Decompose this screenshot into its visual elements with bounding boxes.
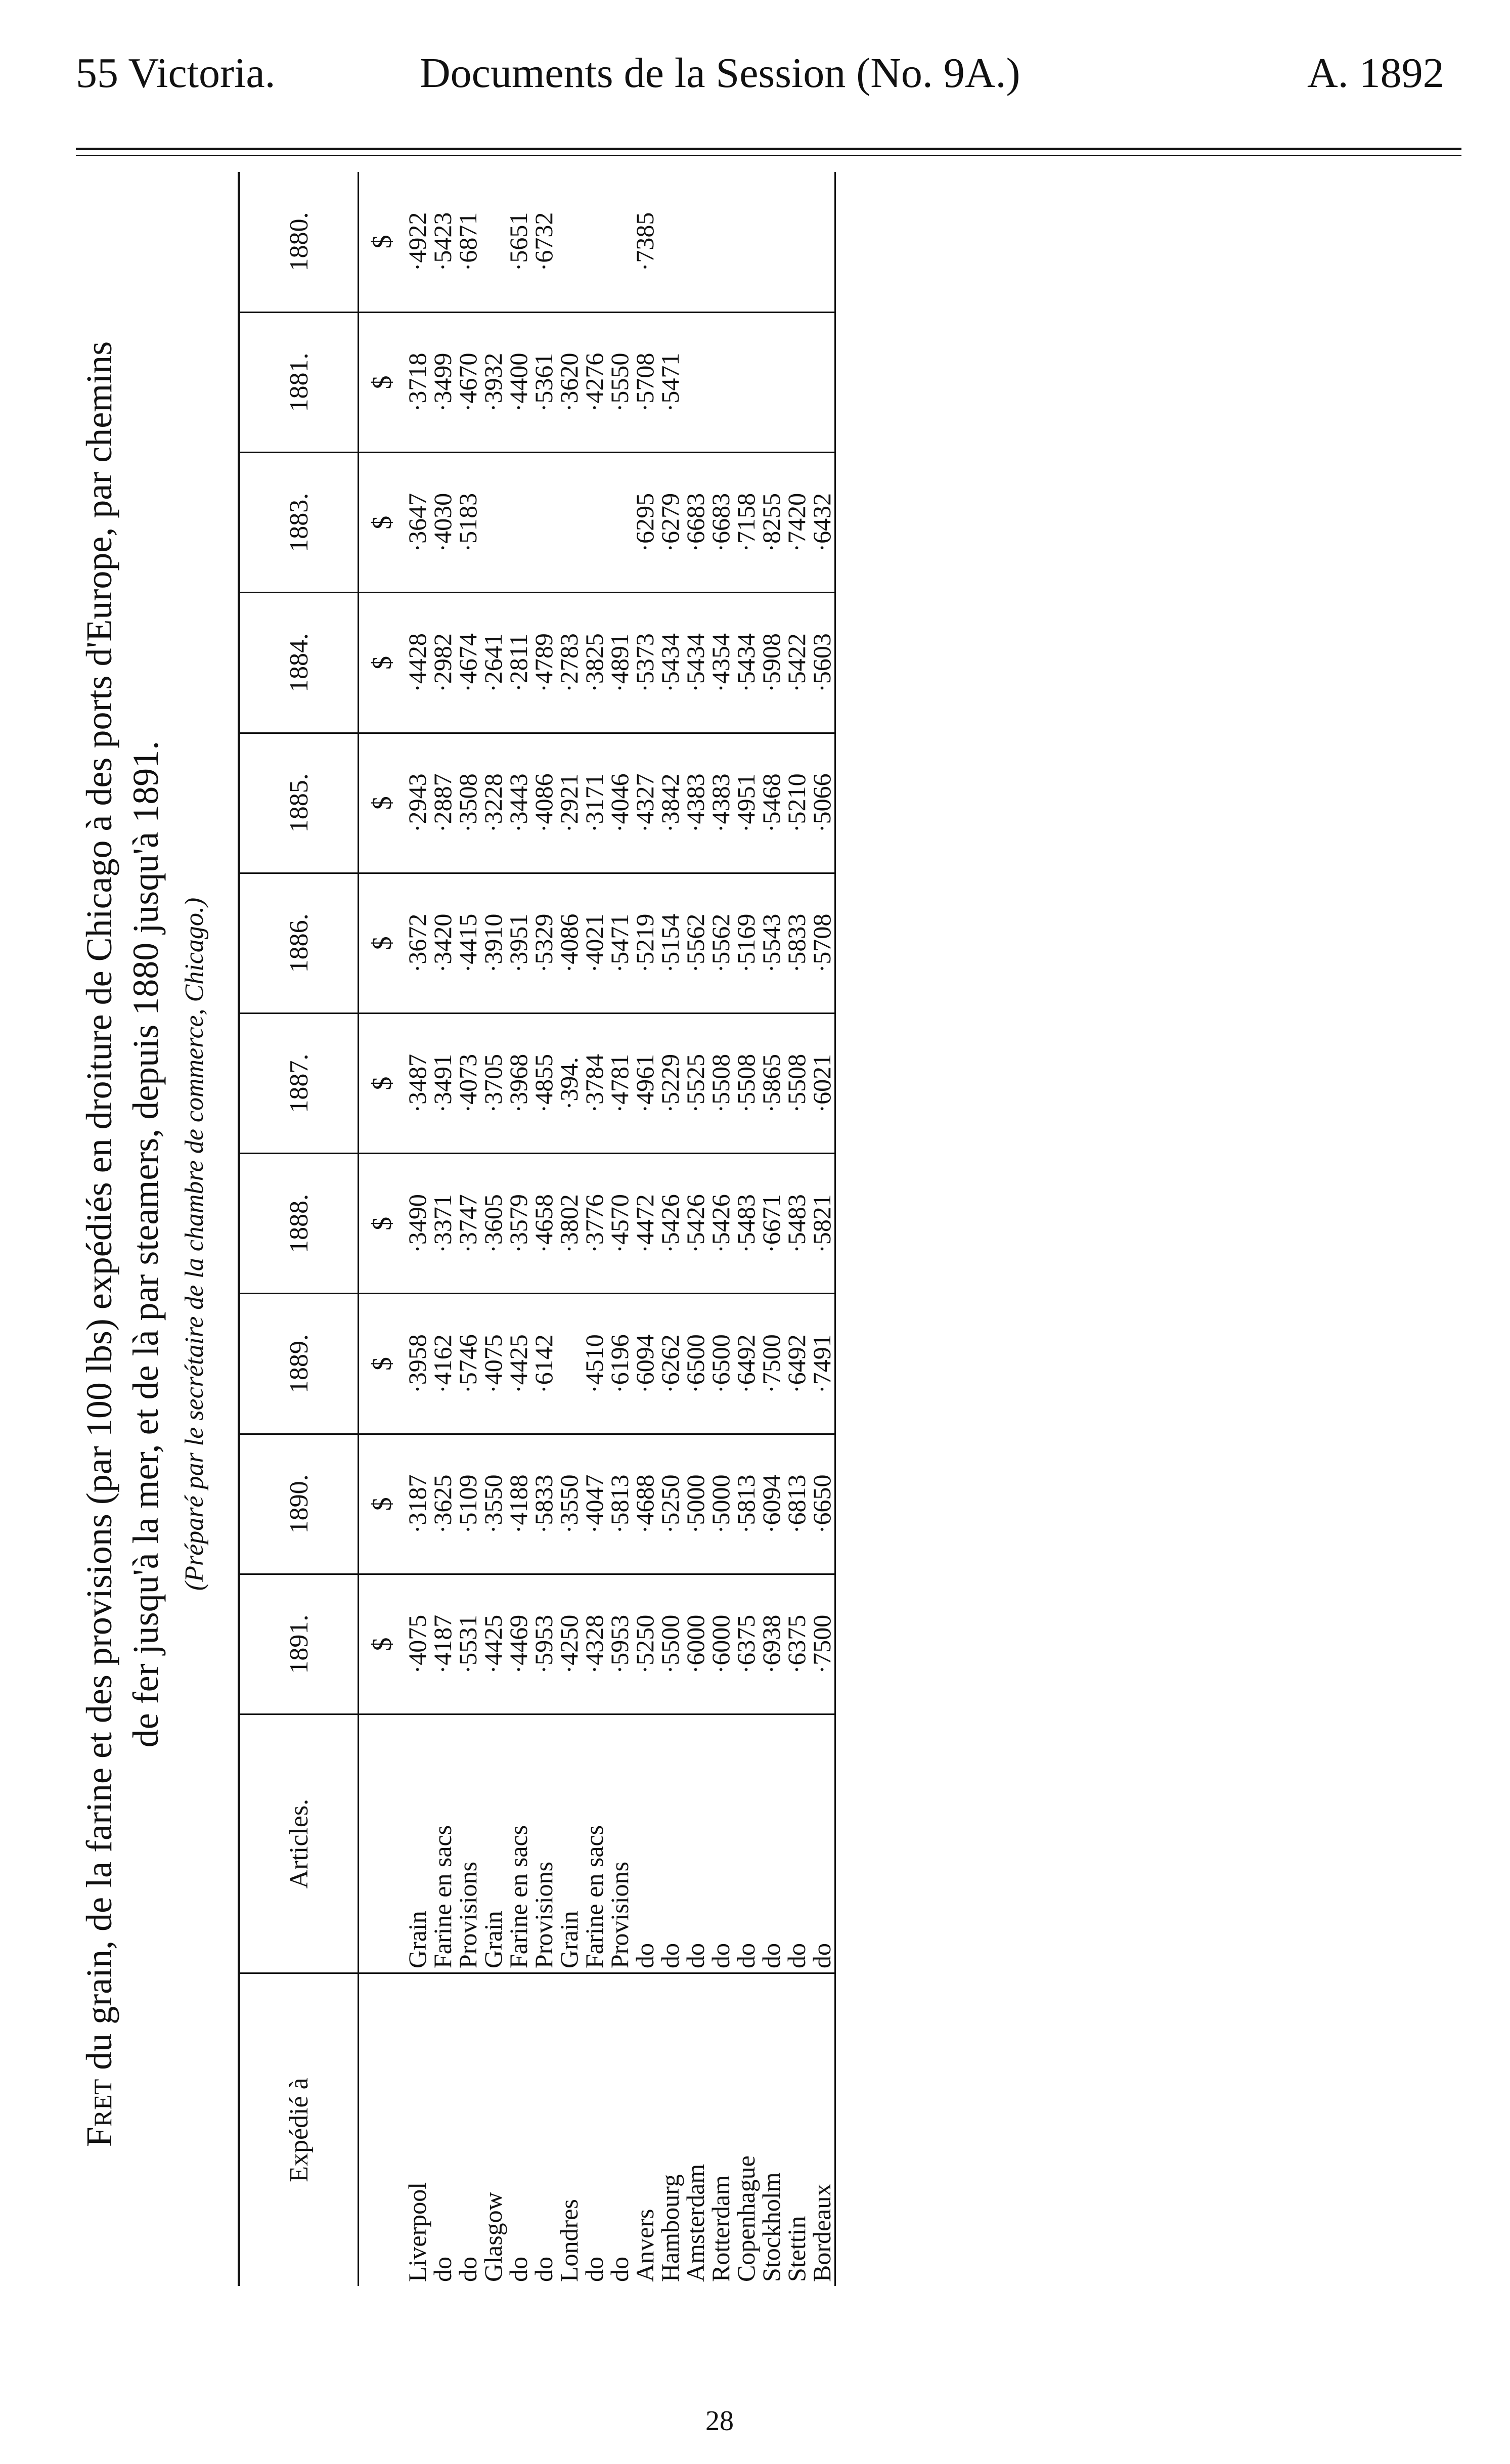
rate-cell bbox=[708, 312, 733, 452]
rate-cell: ·5219 bbox=[632, 873, 657, 1013]
rate-cell: ·4961 bbox=[632, 1014, 657, 1154]
rate-cell: ·3605 bbox=[480, 1154, 506, 1294]
table-row bbox=[506, 172, 531, 2286]
article-cell: do bbox=[657, 1714, 683, 1973]
rate-cell: ·3910 bbox=[480, 873, 506, 1013]
rate-cell: ·5329 bbox=[531, 873, 556, 1013]
rate-cell: ·2943 bbox=[405, 733, 430, 873]
blank-cell bbox=[359, 1714, 405, 1973]
rate-cell: ·4030 bbox=[430, 453, 455, 593]
column-header: 1883. bbox=[239, 453, 359, 593]
destination-cell: Hambourg bbox=[657, 1973, 683, 2286]
rate-cell: ·5483 bbox=[784, 1154, 809, 1294]
rate-cell: ·5562 bbox=[683, 873, 708, 1013]
rate-cell: ·3371 bbox=[430, 1154, 455, 1294]
rate-cell: ·5426 bbox=[657, 1154, 683, 1294]
rate-cell: ·2921 bbox=[556, 733, 582, 873]
rate-cell: ·3443 bbox=[506, 733, 531, 873]
rate-cell: ·5066 bbox=[809, 733, 835, 873]
rate-cell: ·4510 bbox=[582, 1294, 607, 1434]
rate-cell: ·2982 bbox=[430, 593, 455, 733]
rate-cell: ·5525 bbox=[683, 1014, 708, 1154]
rate-cell: ·7500 bbox=[809, 1574, 835, 1714]
unit-cell: $ bbox=[359, 733, 405, 873]
header-rule-thin bbox=[76, 155, 1461, 156]
rate-cell: ·5468 bbox=[759, 733, 784, 873]
rate-cell: ·5508 bbox=[733, 1014, 759, 1154]
rate-cell: ·4328 bbox=[582, 1574, 607, 1714]
rate-cell: ·5531 bbox=[455, 1574, 480, 1714]
rate-cell: ·5000 bbox=[683, 1434, 708, 1574]
rate-cell: ·4276 bbox=[582, 312, 607, 452]
rate-cell bbox=[733, 312, 759, 452]
rate-cell: ·5154 bbox=[657, 873, 683, 1013]
rate-cell: ·3776 bbox=[582, 1154, 607, 1294]
column-header: Articles. bbox=[239, 1714, 359, 1973]
rate-cell: ·3625 bbox=[430, 1434, 455, 1574]
table-row bbox=[657, 172, 683, 2286]
article-cell: Grain bbox=[405, 1714, 430, 1973]
rate-cell: ·5169 bbox=[733, 873, 759, 1013]
rate-cell: ·3958 bbox=[405, 1294, 430, 1434]
rate-cell: ·6683 bbox=[708, 453, 733, 593]
rate-cell: ·4922 bbox=[403, 212, 431, 272]
rate-cell: ·5708 bbox=[809, 873, 835, 1013]
rate-cell bbox=[683, 312, 708, 452]
rate-cell: ·5471 bbox=[657, 312, 683, 452]
rate-cell bbox=[683, 172, 708, 312]
rate-cell: ·6650 bbox=[809, 1434, 835, 1574]
rate-cell: ·3647 bbox=[405, 453, 430, 593]
destination-cell: do bbox=[582, 1973, 607, 2286]
rate-cell: ·4187 bbox=[430, 1574, 455, 1714]
column-header: 1881. bbox=[239, 312, 359, 452]
rate-cell: ·4891 bbox=[607, 593, 632, 733]
title-lead-word: Fret bbox=[79, 2079, 119, 2147]
rate-cell: ·6500 bbox=[683, 1294, 708, 1434]
rate-cell bbox=[556, 172, 582, 312]
article-cell: do bbox=[809, 1714, 835, 1973]
article-cell: do bbox=[784, 1714, 809, 1973]
rate-cell: ·4469 bbox=[506, 1574, 531, 1714]
table-row bbox=[480, 172, 506, 2286]
rate-cell: ·6492 bbox=[733, 1294, 759, 1434]
article-cell: Farine en sacs bbox=[582, 1714, 607, 1973]
destination-cell: Amsterdam bbox=[683, 1973, 708, 2286]
rate-cell: ·5373 bbox=[632, 593, 657, 733]
rate-cell: ·5908 bbox=[759, 593, 784, 733]
rate-cell: ·3490 bbox=[405, 1154, 430, 1294]
table-row bbox=[809, 172, 835, 2286]
rate-cell: ·8255 bbox=[759, 453, 784, 593]
rate-cell: ·3487 bbox=[405, 1014, 430, 1154]
article-cell: do bbox=[683, 1714, 708, 1973]
rate-cell: ·6279 bbox=[657, 453, 683, 593]
table-row bbox=[430, 172, 455, 2286]
rate-cell: ·5434 bbox=[733, 593, 759, 733]
title-line-2: de fer jusqu'à la mer, et de là par steamers, depuis 1880 jusqu'à 1891. bbox=[125, 740, 166, 1748]
rate-cell: ·5813 bbox=[607, 1434, 632, 1574]
column-header: 1880. bbox=[239, 172, 359, 312]
table-row bbox=[708, 172, 733, 2286]
rate-cell: ·3842 bbox=[657, 733, 683, 873]
rate-cell: ·3171 bbox=[582, 733, 607, 873]
rate-cell: ·4781 bbox=[607, 1014, 632, 1154]
rate-cell: ·4400 bbox=[506, 312, 531, 452]
rate-cell: ·6500 bbox=[708, 1294, 733, 1434]
unit-cell: $ bbox=[359, 312, 405, 452]
table-row bbox=[556, 172, 582, 2286]
article-cell: Farine en sacs bbox=[506, 1714, 531, 1973]
destination-cell: Copenhague bbox=[733, 1973, 759, 2286]
table-row bbox=[405, 172, 430, 2286]
table-row bbox=[759, 172, 784, 2286]
article-cell: do bbox=[708, 1714, 733, 1973]
rate-cell: ·3825 bbox=[582, 593, 607, 733]
unit-row bbox=[359, 172, 405, 2286]
unit-cell: $ bbox=[359, 1014, 405, 1154]
destination-cell: do bbox=[455, 1973, 480, 2286]
rate-cell: ·5543 bbox=[759, 873, 784, 1013]
rate-cell: ·4425 bbox=[506, 1294, 531, 1434]
rate-cell: ·4383 bbox=[708, 733, 733, 873]
rate-cell: ·2783 bbox=[556, 593, 582, 733]
column-header: 1887. bbox=[239, 1014, 359, 1154]
rate-cell: ·7491 bbox=[809, 1294, 835, 1434]
destination-cell: Rotterdam bbox=[708, 1973, 733, 2286]
article-cell: Farine en sacs bbox=[430, 1714, 455, 1973]
rate-cell: ·5000 bbox=[708, 1434, 733, 1574]
rate-cell: ·6683 bbox=[683, 453, 708, 593]
rate-cell: ·5183 bbox=[455, 453, 480, 593]
rate-cell: ·5434 bbox=[657, 593, 683, 733]
destination-cell: do bbox=[531, 1973, 556, 2286]
rate-cell: ·4075 bbox=[480, 1294, 506, 1434]
rate-cell: ·5953 bbox=[531, 1574, 556, 1714]
destination-cell: Bordeaux bbox=[809, 1973, 835, 2286]
rate-cell: ·5426 bbox=[708, 1154, 733, 1294]
rate-cell bbox=[480, 453, 506, 593]
column-header: 1886. bbox=[239, 873, 359, 1013]
rate-cell: ·6375 bbox=[784, 1574, 809, 1714]
rate-cell: ·4188 bbox=[506, 1434, 531, 1574]
rate-cell: ·5361 bbox=[531, 312, 556, 452]
rate-cell: ·5821 bbox=[809, 1154, 835, 1294]
rate-cell: ·5483 bbox=[733, 1154, 759, 1294]
rate-cell: ·4688 bbox=[632, 1434, 657, 1574]
rate-cell: ·4021 bbox=[582, 873, 607, 1013]
rate-cell: ·5422 bbox=[784, 593, 809, 733]
rate-cell bbox=[582, 172, 607, 312]
rate-cell: ·4383 bbox=[683, 733, 708, 873]
rate-cell: ·6938 bbox=[759, 1574, 784, 1714]
title-line-1: du grain, de la farine et des provisions (par 100 lbs) expédiés en droiture de Chicago à des ports d'Europe, par chemins bbox=[79, 341, 119, 2079]
rate-cell: ·6492 bbox=[784, 1294, 809, 1434]
rate-cell: ·3620 bbox=[556, 312, 582, 452]
rate-cell: ·3784 bbox=[582, 1014, 607, 1154]
destination-cell: Liverpool bbox=[405, 1973, 430, 2286]
rate-cell: ·5210 bbox=[784, 733, 809, 873]
running-header-right: A. 1892 bbox=[1307, 50, 1444, 97]
table-body bbox=[359, 172, 835, 2286]
rate-cell: ·4570 bbox=[607, 1154, 632, 1294]
rate-cell: ·3550 bbox=[480, 1434, 506, 1574]
rate-cell: ·6871 bbox=[454, 212, 482, 272]
rate-cell: ·3420 bbox=[430, 873, 455, 1013]
rate-cell: ·4354 bbox=[708, 593, 733, 733]
rate-cell: ·4789 bbox=[531, 593, 556, 733]
destination-cell: do bbox=[506, 1973, 531, 2286]
rate-cell: ·6021 bbox=[809, 1014, 835, 1154]
rate-cell: ·3718 bbox=[405, 312, 430, 452]
table-row bbox=[582, 172, 607, 2286]
rate-cell: ·3228 bbox=[480, 733, 506, 873]
rate-cell: ·7500 bbox=[759, 1294, 784, 1434]
rate-cell: ·5508 bbox=[708, 1014, 733, 1154]
rate-cell: ·3932 bbox=[480, 312, 506, 452]
rate-cell bbox=[759, 312, 784, 452]
rate-cell: ·6262 bbox=[657, 1294, 683, 1434]
rate-cell: ·4855 bbox=[531, 1014, 556, 1154]
header-rule-thick bbox=[76, 148, 1461, 150]
rate-cell: ·3550 bbox=[556, 1434, 582, 1574]
running-header-left: 55 Victoria. bbox=[76, 50, 276, 97]
rate-cell: ·4086 bbox=[556, 873, 582, 1013]
rate-cell: ·5508 bbox=[784, 1014, 809, 1154]
table-title bbox=[76, 172, 169, 2316]
article-cell: Provisions bbox=[455, 1714, 480, 1973]
rate-cell: ·6000 bbox=[683, 1574, 708, 1714]
rate-cell: ·5833 bbox=[784, 873, 809, 1013]
rate-cell: ·4086 bbox=[531, 733, 556, 873]
article-cell: Grain bbox=[480, 1714, 506, 1973]
unit-cell: $ bbox=[359, 1294, 405, 1434]
rate-cell: ·4047 bbox=[582, 1434, 607, 1574]
rate-cell bbox=[480, 172, 506, 312]
rate-cell: ·4250 bbox=[556, 1574, 582, 1714]
rate-cell: ·5250 bbox=[657, 1434, 683, 1574]
unit-cell: $ bbox=[359, 873, 405, 1013]
table-header-row bbox=[239, 172, 359, 2286]
rate-cell: ·6094 bbox=[632, 1294, 657, 1434]
destination-cell: Stettin bbox=[784, 1973, 809, 2286]
rate-cell: ·3491 bbox=[430, 1014, 455, 1154]
table-row bbox=[531, 172, 556, 2286]
unit-cell: $ bbox=[359, 593, 405, 733]
column-header: 1891. bbox=[239, 1574, 359, 1714]
rate-cell: ·5500 bbox=[657, 1574, 683, 1714]
rate-cell: ·5651 bbox=[504, 212, 532, 272]
rate-cell: ·5229 bbox=[657, 1014, 683, 1154]
article-cell: do bbox=[759, 1714, 784, 1973]
rate-cell bbox=[809, 172, 835, 312]
rate-cell: ·3187 bbox=[405, 1434, 430, 1574]
rate-cell: ·5813 bbox=[733, 1434, 759, 1574]
destination-cell: Anvers bbox=[632, 1973, 657, 2286]
rate-cell bbox=[607, 453, 632, 593]
rate-cell bbox=[784, 312, 809, 452]
unit-cell: $ bbox=[359, 1574, 405, 1714]
page-number: 28 bbox=[705, 2405, 734, 2437]
article-cell: do bbox=[733, 1714, 759, 1973]
column-header: Expédié à bbox=[239, 1973, 359, 2286]
rate-cell bbox=[556, 453, 582, 593]
rate-cell: ·5833 bbox=[531, 1434, 556, 1574]
unit-cell: $ bbox=[367, 235, 397, 249]
rate-cell: ·394. bbox=[556, 1014, 582, 1154]
article-cell: Grain bbox=[556, 1714, 582, 1973]
rotated-table-section bbox=[76, 172, 966, 2316]
rate-cell: ·4674 bbox=[455, 593, 480, 733]
table-row bbox=[455, 172, 480, 2286]
rate-cell: ·6671 bbox=[759, 1154, 784, 1294]
rate-cell: ·5550 bbox=[607, 312, 632, 452]
rate-cell: ·4415 bbox=[455, 873, 480, 1013]
rate-cell: ·6375 bbox=[733, 1574, 759, 1714]
rate-cell: ·6295 bbox=[632, 453, 657, 593]
rate-cell: ·4075 bbox=[405, 1574, 430, 1714]
rate-cell: ·5426 bbox=[683, 1154, 708, 1294]
rate-cell: ·6813 bbox=[784, 1434, 809, 1574]
rate-cell: ·5708 bbox=[632, 312, 657, 452]
rate-cell: ·3747 bbox=[455, 1154, 480, 1294]
article-cell: Provisions bbox=[607, 1714, 632, 1973]
rate-cell: ·4162 bbox=[430, 1294, 455, 1434]
rate-cell: ·2887 bbox=[430, 733, 455, 873]
rate-cell bbox=[809, 312, 835, 452]
column-header: 1884. bbox=[239, 593, 359, 733]
column-header: 1885. bbox=[239, 733, 359, 873]
rate-cell: ·5865 bbox=[759, 1014, 784, 1154]
rate-cell: ·7385 bbox=[631, 212, 659, 272]
rate-cell: ·3951 bbox=[506, 873, 531, 1013]
rate-cell: ·4428 bbox=[405, 593, 430, 733]
rate-cell: ·4073 bbox=[455, 1014, 480, 1154]
rate-cell: ·4046 bbox=[607, 733, 632, 873]
rate-cell: ·3968 bbox=[506, 1014, 531, 1154]
rate-cell: ·6732 bbox=[529, 212, 558, 272]
rate-cell: ·4658 bbox=[531, 1154, 556, 1294]
rate-cell: ·6196 bbox=[607, 1294, 632, 1434]
rate-cell: ·3802 bbox=[556, 1154, 582, 1294]
rate-cell: ·5109 bbox=[455, 1434, 480, 1574]
destination-cell: do bbox=[607, 1973, 632, 2286]
rate-cell bbox=[708, 172, 733, 312]
rate-cell: ·6432 bbox=[809, 453, 835, 593]
unit-cell: $ bbox=[359, 1434, 405, 1574]
article-cell: Provisions bbox=[531, 1714, 556, 1973]
rate-cell: ·4951 bbox=[733, 733, 759, 873]
rate-cell: ·5746 bbox=[455, 1294, 480, 1434]
running-header-title: Documents de la Session (No. 9A.) bbox=[420, 50, 1020, 97]
rate-cell: ·2641 bbox=[480, 593, 506, 733]
rate-cell bbox=[733, 172, 759, 312]
rate-cell: ·6000 bbox=[708, 1574, 733, 1714]
destination-cell: Stockholm bbox=[759, 1973, 784, 2286]
rate-cell bbox=[784, 172, 809, 312]
rate-cell bbox=[582, 453, 607, 593]
table-row bbox=[683, 172, 708, 2286]
unit-cell: $ bbox=[359, 453, 405, 593]
unit-cell: $ bbox=[359, 1154, 405, 1294]
column-header: 1890. bbox=[239, 1434, 359, 1574]
rate-cell: ·5434 bbox=[683, 593, 708, 733]
rate-cell bbox=[607, 172, 632, 312]
destination-cell: Londres bbox=[556, 1973, 582, 2286]
table-row bbox=[632, 172, 657, 2286]
rate-cell: ·3705 bbox=[480, 1014, 506, 1154]
rate-cell: ·3579 bbox=[506, 1154, 531, 1294]
rate-cell bbox=[556, 1294, 582, 1434]
article-cell: do bbox=[632, 1714, 657, 1973]
table-row bbox=[607, 172, 632, 2286]
rate-cell: ·5562 bbox=[708, 873, 733, 1013]
table-row bbox=[733, 172, 759, 2286]
rate-cell: ·7420 bbox=[784, 453, 809, 593]
rate-cell: ·3508 bbox=[455, 733, 480, 873]
rate-cell: ·4425 bbox=[480, 1574, 506, 1714]
blank-cell bbox=[359, 1973, 405, 2286]
rate-cell bbox=[657, 172, 683, 312]
prepared-by-note: (Préparé par le secrétaire de la chambre de commerce, Chicago.) bbox=[180, 897, 209, 1591]
rate-cell: ·5603 bbox=[809, 593, 835, 733]
rate-cell: ·3499 bbox=[430, 312, 455, 452]
column-header: 1889. bbox=[239, 1294, 359, 1434]
rate-cell: ·4670 bbox=[455, 312, 480, 452]
rate-cell bbox=[506, 453, 531, 593]
rate-cell bbox=[531, 453, 556, 593]
rate-cell: ·3672 bbox=[405, 873, 430, 1013]
column-header: 1888. bbox=[239, 1154, 359, 1294]
rate-cell: ·5423 bbox=[428, 212, 457, 272]
freight-rates-table bbox=[238, 172, 836, 2286]
table-row bbox=[784, 172, 809, 2286]
destination-cell: do bbox=[430, 1973, 455, 2286]
rate-cell: ·7158 bbox=[733, 453, 759, 593]
rate-cell: ·6142 bbox=[531, 1294, 556, 1434]
rate-cell: ·4327 bbox=[632, 733, 657, 873]
destination-cell: Glasgow bbox=[480, 1973, 506, 2286]
rate-cell: ·5471 bbox=[607, 873, 632, 1013]
rate-cell: ·2811 bbox=[506, 593, 531, 733]
rate-cell bbox=[759, 172, 784, 312]
rate-cell: ·5250 bbox=[632, 1574, 657, 1714]
rate-cell: ·5953 bbox=[607, 1574, 632, 1714]
rate-cell: ·4472 bbox=[632, 1154, 657, 1294]
rate-cell: ·6094 bbox=[759, 1434, 784, 1574]
